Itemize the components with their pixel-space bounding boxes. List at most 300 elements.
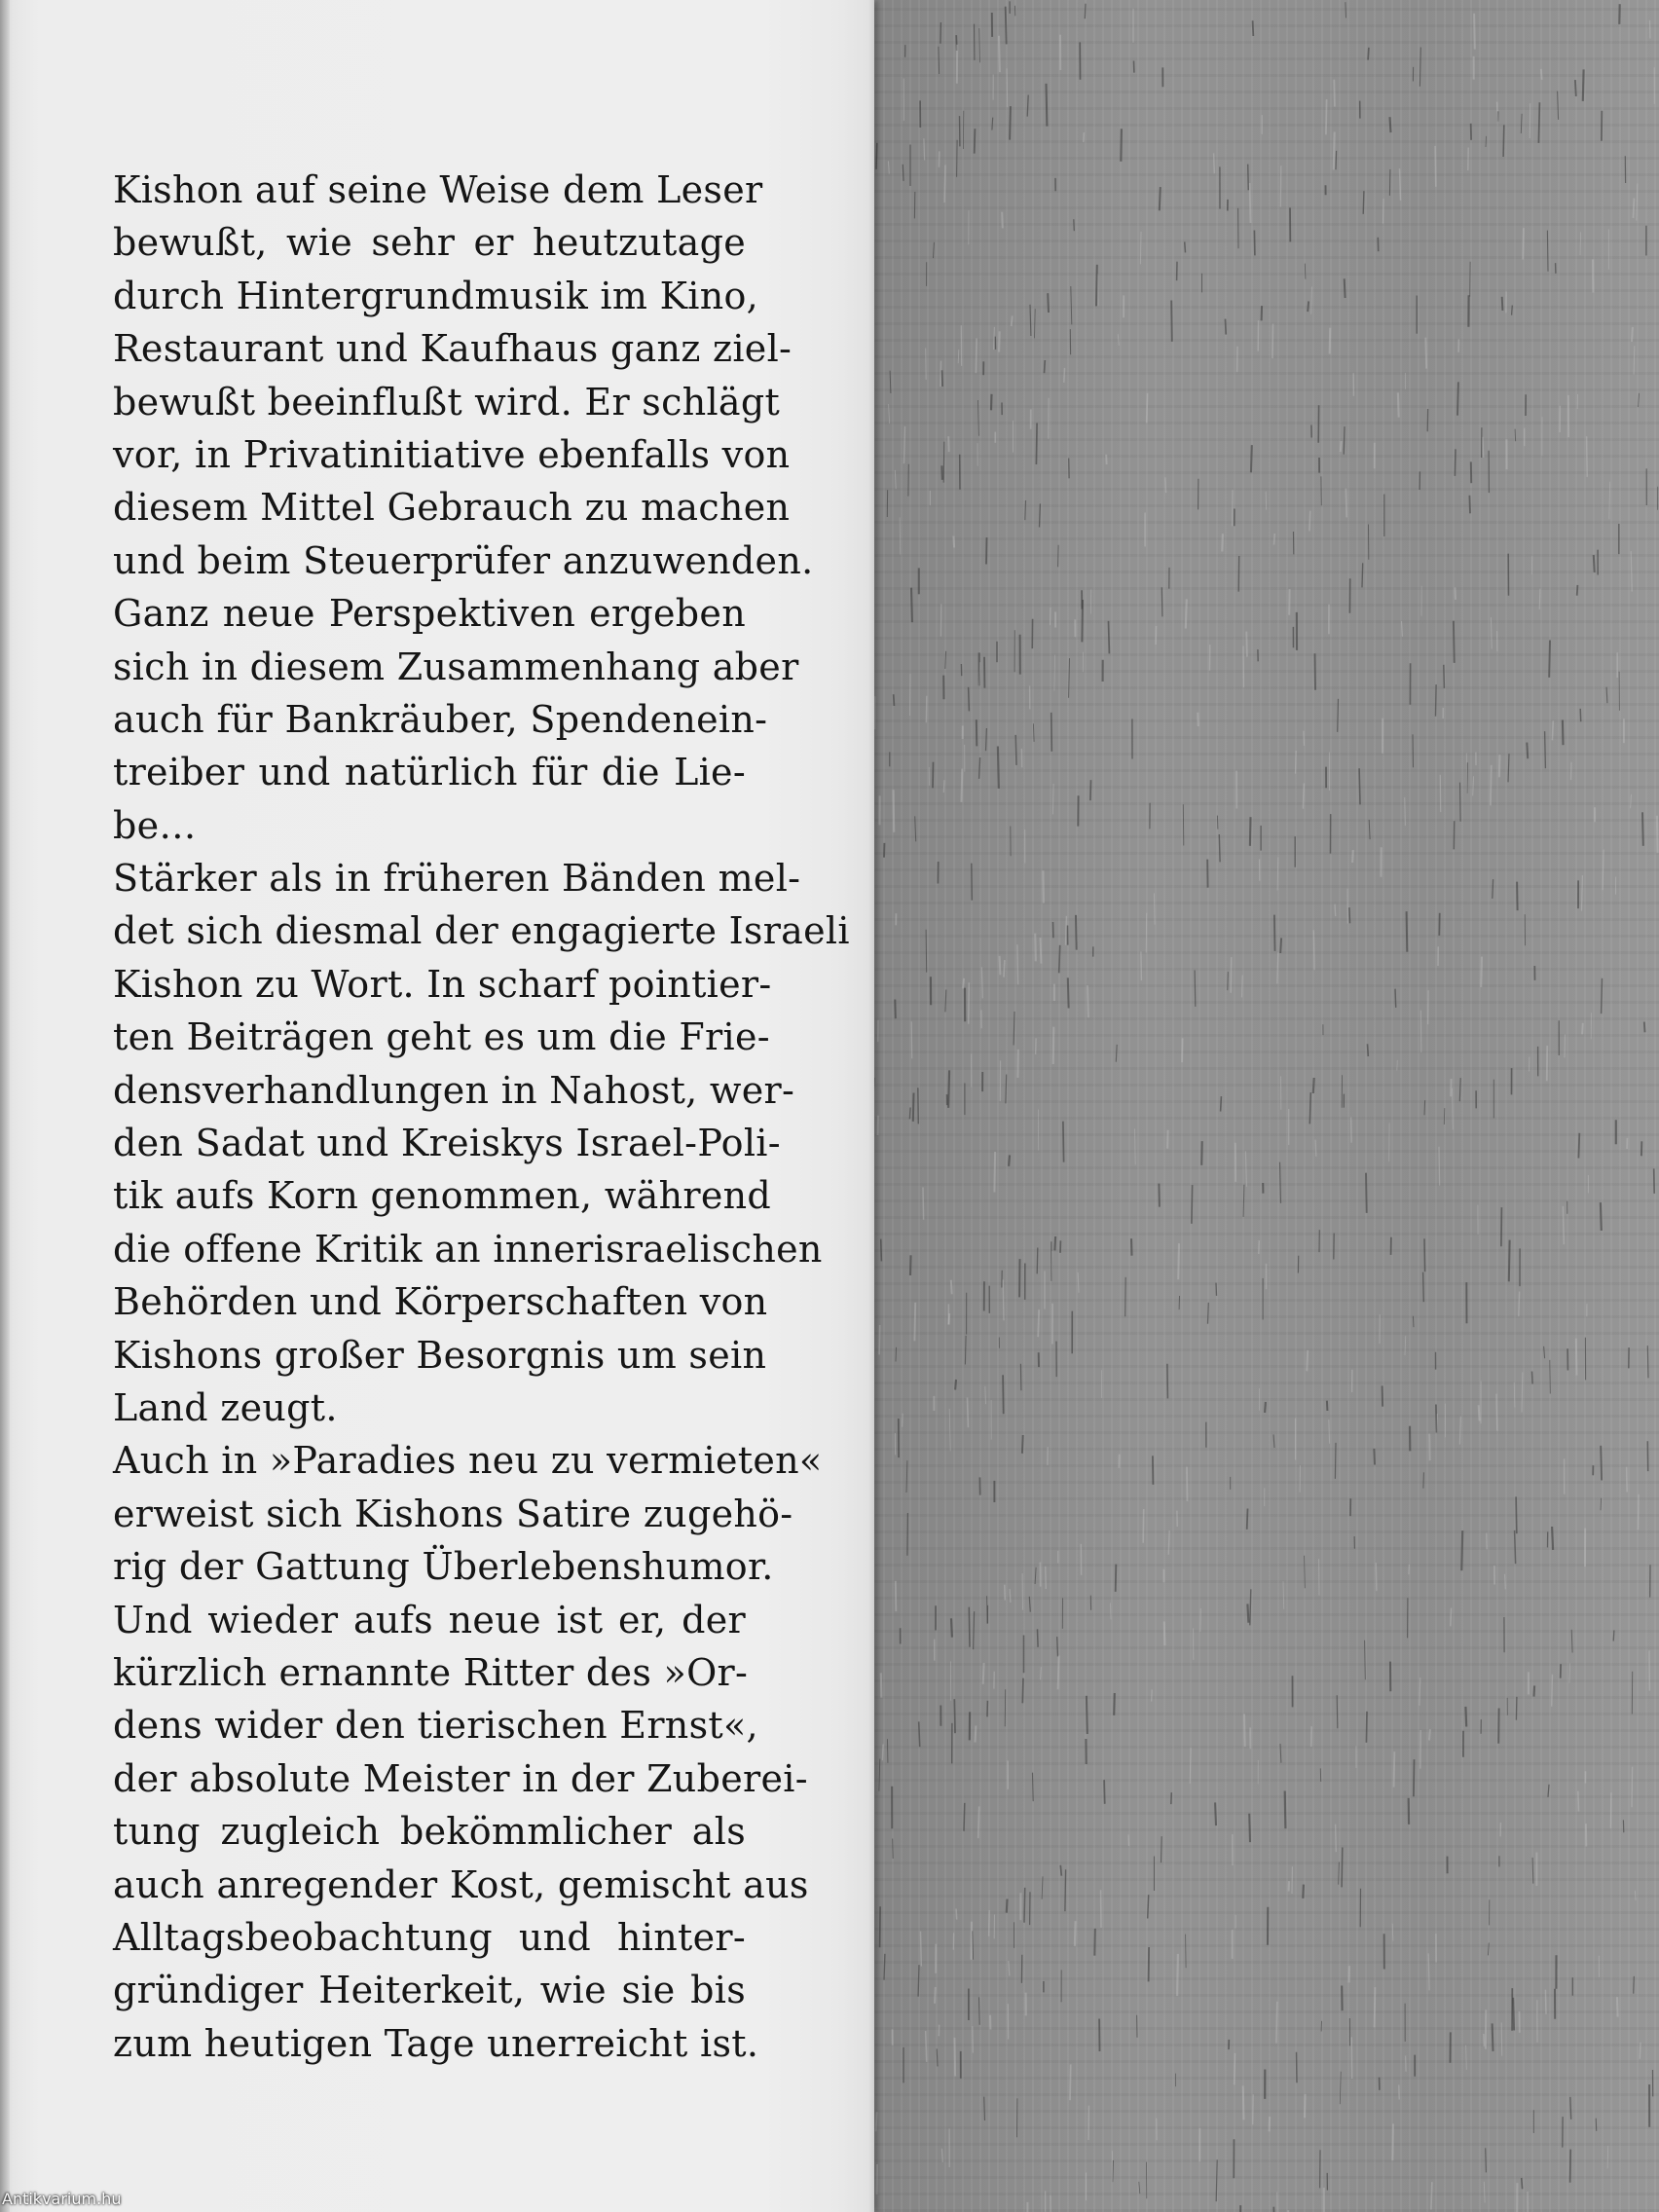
cover-fiber — [1548, 1785, 1549, 1797]
cover-fiber — [1057, 1637, 1058, 1656]
cover-fiber — [951, 1618, 952, 1637]
cover-fiber — [1558, 92, 1559, 120]
cover-fiber — [1000, 956, 1001, 976]
cover-fiber — [1365, 1641, 1366, 1680]
cover-fiber — [1552, 720, 1553, 740]
cover-fiber — [1484, 2034, 1485, 2046]
cover-fiber — [998, 747, 999, 789]
cover-fiber — [1580, 232, 1581, 255]
text-line: Land zeugt. — [113, 1385, 338, 1429]
cover-fiber — [1274, 534, 1275, 545]
cover-fiber — [1228, 972, 1229, 990]
cover-fiber — [889, 404, 890, 424]
cover-fiber — [919, 1721, 920, 1747]
cover-fiber — [1131, 1238, 1132, 1256]
cover-fiber — [1610, 1792, 1611, 1828]
cover-fiber — [900, 517, 901, 554]
cover-fiber — [1583, 69, 1584, 101]
cover-fiber — [1247, 1604, 1248, 1622]
cover-fiber — [1148, 1895, 1149, 1918]
cover-fiber — [1414, 1759, 1415, 1796]
cover-fiber — [1125, 1277, 1126, 1316]
cover-fiber — [1167, 1364, 1168, 1399]
cover-fiber — [1303, 784, 1304, 809]
cover-fiber — [1214, 153, 1215, 173]
cover-fiber — [1074, 219, 1075, 231]
cover-fiber — [1640, 2043, 1641, 2059]
cover-fiber — [968, 1398, 969, 1428]
cover-fiber — [1639, 1494, 1640, 1530]
cover-fiber — [1444, 665, 1445, 688]
cover-fiber — [1505, 1574, 1506, 1590]
cover-fiber — [1473, 776, 1474, 795]
cover-fiber — [1003, 1375, 1004, 1414]
cover-fiber — [1152, 1689, 1153, 1701]
cover-fiber — [1147, 393, 1148, 424]
cover-fiber — [1022, 1678, 1023, 1704]
cover-fiber — [991, 394, 992, 411]
text-line: auch anregender Kost, gemischt aus — [113, 1862, 809, 1906]
cover-fiber — [893, 1839, 894, 1860]
cover-fiber — [1190, 1748, 1191, 1784]
cover-fiber — [1058, 1656, 1059, 1690]
cover-fiber — [1186, 1935, 1187, 1969]
cover-fiber — [1423, 1472, 1424, 1488]
cover-fiber — [1053, 1027, 1054, 1064]
cover-fiber — [1413, 734, 1414, 767]
cover-fiber — [1359, 768, 1360, 804]
cover-fiber — [1154, 893, 1155, 924]
cover-fiber — [1161, 1836, 1162, 1862]
cover-fiber — [1259, 1240, 1260, 1254]
cover-fiber — [1010, 106, 1011, 140]
cover-fiber — [1541, 69, 1542, 80]
cover-fiber — [1309, 511, 1310, 532]
cover-fiber — [1048, 293, 1049, 313]
text-line: Alltagsbeobachtung und hinter- — [113, 1915, 746, 1959]
cover-fiber — [1436, 1405, 1437, 1433]
cover-fiber — [1587, 436, 1588, 477]
cover-fiber — [985, 1386, 986, 1404]
cover-fiber — [1273, 1434, 1274, 1448]
cover-fiber — [948, 436, 949, 452]
cover-fiber — [1501, 2022, 1502, 2055]
cover-fiber — [1007, 68, 1008, 107]
cover-fiber — [1405, 1336, 1406, 1355]
cover-fiber — [1004, 960, 1005, 977]
cover-fiber — [1334, 132, 1335, 170]
cover-fiber — [1038, 1629, 1039, 1647]
cover-fiber — [1280, 1744, 1281, 1763]
cover-fiber — [1515, 1530, 1516, 1564]
text-line: Und wieder aufs neue ist er, der — [113, 1598, 746, 1641]
cover-fiber — [1424, 1100, 1425, 1115]
cover-fiber — [949, 1409, 950, 1451]
cover-fiber — [876, 143, 877, 169]
cover-fiber — [1253, 20, 1254, 36]
cover-fiber — [1069, 658, 1070, 698]
cover-fiber — [1642, 812, 1643, 846]
cover-fiber — [1366, 1173, 1367, 1213]
cover-fiber — [1247, 1509, 1248, 1530]
cover-fiber — [1516, 1697, 1517, 1720]
cover-fiber — [1487, 1533, 1488, 1550]
cover-fiber — [1277, 858, 1278, 891]
cover-fiber — [926, 2031, 927, 2062]
cover-fiber — [1219, 834, 1220, 862]
cover-fiber — [906, 1460, 907, 1493]
cover-fiber — [1634, 1976, 1635, 1994]
cover-fiber — [1280, 938, 1281, 953]
cover-fiber — [1041, 938, 1042, 964]
cover-fiber — [1406, 2056, 1407, 2072]
cover-fiber — [1040, 503, 1041, 527]
cover-fiber — [999, 36, 1000, 72]
text-line: dens wider den tierischen Ernst«, — [113, 1704, 758, 1748]
cover-fiber — [1009, 1155, 1010, 1165]
cover-fiber — [1304, 731, 1305, 746]
cover-fiber — [1576, 1339, 1577, 1376]
cover-fiber — [1027, 95, 1028, 117]
cover-fiber — [1431, 2182, 1432, 2209]
cover-fiber — [1570, 2150, 1571, 2183]
cover-fiber — [994, 1152, 995, 1193]
cover-fiber — [963, 978, 964, 989]
cover-fiber — [1407, 911, 1408, 952]
cover-fiber — [979, 757, 980, 779]
cover-fiber — [1226, 319, 1227, 335]
cover-fiber — [1006, 1075, 1007, 1104]
cover-fiber — [1022, 1435, 1023, 1454]
cover-fiber — [1545, 1990, 1546, 2014]
cover-fiber — [1002, 212, 1003, 229]
cover-fiber — [1516, 1496, 1517, 1533]
cover-fiber — [1515, 429, 1516, 442]
cover-fiber — [978, 1806, 979, 1838]
cover-fiber — [1334, 80, 1335, 107]
cover-fiber — [888, 161, 889, 173]
blurb-text — [113, 164, 850, 2070]
cover-fiber — [951, 1280, 952, 1295]
cover-fiber — [1116, 1045, 1117, 1062]
cover-fiber — [1311, 1726, 1312, 1747]
text-line: Ganz neue Perspektiven ergeben — [113, 592, 746, 636]
cover-fiber — [1392, 1924, 1393, 1941]
cover-fiber — [1305, 2094, 1306, 2118]
cover-fiber — [918, 1965, 919, 1997]
cover-fiber — [1374, 1449, 1375, 1465]
text-line: densverhandlungen in Nahost, wer- — [113, 1068, 795, 1112]
cover-fiber — [1068, 977, 1069, 1008]
cover-fiber — [1327, 1401, 1328, 1411]
cover-fiber — [1483, 437, 1484, 458]
cover-fiber — [1413, 1316, 1414, 1327]
cover-fiber — [957, 140, 958, 177]
cover-fiber — [923, 1188, 924, 1220]
text-line: vor, in Privatinitiative ebenfalls von — [113, 432, 791, 476]
text-line: bewußt beeinflußt wird. Er schlägt — [113, 380, 781, 424]
cover-fiber — [933, 762, 934, 789]
cover-fiber — [1035, 1567, 1036, 1584]
cover-fiber — [881, 1673, 882, 1697]
cover-fiber — [1397, 1060, 1398, 1071]
cover-fiber — [956, 1909, 957, 1920]
cover-fiber — [1517, 882, 1518, 911]
cover-fiber — [1326, 99, 1327, 134]
cover-fiber — [1015, 735, 1016, 765]
cover-fiber — [1552, 1675, 1553, 1707]
cover-fiber — [913, 1093, 914, 1122]
cover-fiber — [1243, 1185, 1244, 1217]
cover-fiber — [1521, 114, 1522, 133]
cover-fiber — [1575, 80, 1576, 96]
cover-fiber — [1096, 265, 1097, 307]
cover-fiber — [1501, 1207, 1502, 1246]
cover-fiber — [926, 930, 927, 973]
cover-fiber — [1178, 1243, 1179, 1279]
text-line: den Sadat und Kreiskys Israel-Poli- — [113, 1122, 781, 1165]
cover-fiber — [1436, 684, 1437, 717]
cover-fiber — [924, 138, 925, 160]
cover-fiber — [1020, 1364, 1021, 1391]
cover-fiber — [1035, 934, 1036, 962]
cover-fiber — [1601, 1202, 1602, 1231]
cover-fiber — [1215, 1802, 1216, 1825]
text-line: rig der Gattung Überlebenshumor. — [113, 1545, 774, 1589]
cover-fiber — [937, 2048, 938, 2066]
text-line: sich in diesem Zusammenhang aber — [113, 645, 799, 688]
cover-fiber — [1280, 1162, 1281, 1203]
cover-fiber — [1244, 1714, 1245, 1747]
cover-fiber — [1345, 278, 1346, 298]
cover-fiber — [1064, 368, 1065, 383]
cover-fiber — [1340, 2072, 1341, 2104]
cover-fiber — [1402, 621, 1403, 637]
cover-fiber — [972, 864, 973, 901]
cover-fiber — [1182, 1038, 1183, 1062]
cover-fiber — [969, 687, 970, 712]
cover-fiber — [1187, 1467, 1188, 1501]
cover-fiber — [1565, 1034, 1566, 1057]
cover-fiber — [1006, 7, 1007, 45]
cover-fiber — [1059, 945, 1060, 974]
cover-fiber — [1459, 1078, 1460, 1101]
cover-fiber — [879, 1325, 880, 1354]
cover-fiber — [1335, 904, 1336, 916]
cover-fiber — [1336, 1825, 1337, 1853]
cover-fiber — [1246, 632, 1247, 657]
cover-fiber — [1383, 199, 1384, 224]
cover-fiber — [1109, 621, 1110, 654]
cover-fiber — [1335, 1443, 1336, 1479]
cover-fiber — [943, 442, 944, 483]
cover-fiber — [1051, 713, 1052, 752]
cover-fiber — [1030, 305, 1031, 336]
cover-fiber — [1409, 1565, 1410, 1574]
cover-fiber — [1265, 1402, 1266, 1413]
cover-fiber — [1171, 301, 1172, 342]
cover-fiber — [1486, 2148, 1487, 2172]
cover-fiber — [1216, 1283, 1217, 1296]
cover-fiber — [1007, 1899, 1008, 1913]
cover-fiber — [1337, 1695, 1338, 1728]
cover-fiber — [1270, 2117, 1271, 2131]
cover-fiber — [1647, 1346, 1648, 1378]
cover-fiber — [1451, 1608, 1452, 1627]
cover-fiber — [1444, 1108, 1445, 1124]
cover-fiber — [1305, 1556, 1306, 1589]
cover-fiber — [1135, 1128, 1136, 1164]
cover-fiber — [1368, 48, 1369, 60]
cover-fiber — [1054, 655, 1055, 691]
cover-fiber — [1038, 1309, 1039, 1337]
cover-fiber — [943, 780, 944, 793]
cover-fiber — [940, 22, 941, 44]
cover-fiber — [1036, 1038, 1037, 1054]
text-line: Stärker als in früheren Bänden mel- — [113, 857, 801, 901]
cover-fiber — [1296, 751, 1297, 774]
cover-fiber — [1012, 315, 1013, 326]
cover-fiber — [1469, 496, 1470, 514]
cover-fiber — [1457, 382, 1458, 415]
cover-fiber — [910, 1255, 911, 1275]
cover-fiber — [894, 790, 895, 832]
cover-fiber — [880, 1906, 881, 1947]
cover-fiber — [1036, 424, 1037, 465]
text-line: Behörden und Körperschaften von — [113, 1280, 768, 1324]
cover-fiber — [1160, 187, 1161, 210]
cover-fiber — [1503, 125, 1504, 157]
text-line: gründiger Heiterkeit, wie sie bis — [113, 1969, 746, 2012]
cover-fiber — [984, 2097, 985, 2120]
cover-fiber — [1538, 102, 1539, 143]
cover-fiber — [1183, 804, 1184, 845]
text-line: treiber und natürlich für die Lie- — [113, 751, 746, 794]
cover-fiber — [1250, 183, 1251, 223]
cover-fiber — [976, 339, 977, 374]
cover-fiber — [879, 1759, 880, 1791]
cover-fiber — [1496, 1394, 1497, 1431]
cover-fiber — [1116, 1565, 1117, 1592]
cover-fiber — [1329, 1419, 1330, 1444]
cover-fiber — [1272, 324, 1273, 359]
cover-fiber — [1654, 1168, 1655, 1194]
cover-fiber — [1167, 1130, 1168, 1149]
cover-fiber — [1601, 1446, 1602, 1481]
text-line: Auch in »Paradies neu zu vermieten« — [113, 1439, 823, 1483]
cover-fiber — [1025, 500, 1026, 520]
cover-fiber — [1425, 338, 1426, 369]
cover-fiber — [1508, 754, 1509, 782]
cover-fiber — [1342, 1848, 1343, 1888]
cover-fiber — [1527, 743, 1528, 759]
cover-fiber — [1216, 2159, 1217, 2201]
cover-fiber — [1545, 731, 1546, 768]
cover-fiber — [1243, 646, 1244, 687]
cover-fiber — [976, 1726, 977, 1743]
cover-fiber — [1330, 328, 1331, 354]
cover-fiber — [1341, 441, 1342, 452]
text-line: zum heutigen Tage unerreicht ist. — [113, 2021, 759, 2065]
cover-fiber — [1582, 1023, 1583, 1035]
cover-fiber — [926, 349, 927, 380]
cover-fiber — [986, 728, 987, 751]
cover-fiber — [1631, 794, 1632, 808]
cover-fiber — [1523, 228, 1524, 259]
cover-fiber — [1090, 780, 1091, 800]
cover-fiber — [1297, 2052, 1298, 2083]
cover-fiber — [1249, 1814, 1250, 1842]
cover-fiber — [1532, 1858, 1533, 1884]
cover-fiber — [1405, 797, 1406, 826]
cover-fiber — [955, 2038, 956, 2077]
cover-fiber — [1578, 1133, 1579, 1159]
cover-fiber — [1104, 1780, 1105, 1804]
cover-fiber — [1066, 916, 1067, 945]
cover-fiber — [1046, 1567, 1047, 1589]
cover-fiber — [964, 1803, 965, 1831]
cover-fiber — [954, 1699, 955, 1733]
cover-fiber — [973, 2026, 974, 2052]
cover-fiber — [894, 694, 895, 706]
cover-fiber — [1029, 1597, 1030, 1612]
cover-fiber — [1455, 449, 1456, 476]
cover-fiber — [962, 769, 963, 802]
cover-fiber — [918, 1088, 919, 1124]
cover-fiber — [1466, 2046, 1467, 2070]
cover-fiber — [1428, 1953, 1429, 1990]
cover-fiber — [1311, 286, 1312, 313]
cover-fiber — [1394, 1751, 1395, 1787]
cover-fiber — [1277, 2193, 1278, 2212]
cover-fiber — [1065, 1869, 1066, 1911]
text-line: kürzlich ernannte Ritter des »Or- — [113, 1650, 749, 1694]
cover-fiber — [1363, 191, 1364, 214]
cover-fiber — [1307, 1350, 1308, 1372]
cover-fiber — [939, 47, 940, 74]
cover-fiber — [979, 1997, 980, 2025]
cover-fiber — [1479, 1405, 1480, 1420]
text-line: det sich diesmal der engagierte Israeli — [113, 909, 850, 953]
cover-fiber — [1076, 915, 1077, 950]
cover-fiber — [1201, 1141, 1202, 1165]
cover-fiber — [1534, 1685, 1535, 1696]
cover-fiber — [1596, 2119, 1597, 2131]
cover-fiber — [1273, 2207, 1274, 2212]
cover-fiber — [1315, 1140, 1316, 1157]
cover-fiber — [1569, 1663, 1570, 1682]
cover-fiber — [1094, 1929, 1095, 1956]
cover-fiber — [1375, 1987, 1376, 2027]
text-line: diesem Mittel Gebrauch zu machen — [113, 486, 791, 530]
cover-fiber — [1009, 1961, 1010, 1976]
text-line: auch für Bankräuber, Spendenein- — [113, 697, 768, 741]
cover-fiber — [1389, 169, 1390, 196]
cover-fiber — [1141, 951, 1142, 980]
cover-fiber — [953, 536, 954, 548]
cover-fiber — [1041, 1667, 1042, 1679]
cover-fiber — [1606, 687, 1607, 704]
cover-fiber — [877, 2164, 878, 2194]
text-line: erweist sich Kishons Satire zugehö- — [113, 1492, 793, 1535]
cover-fiber — [896, 1347, 897, 1362]
cover-fiber — [1033, 1773, 1034, 1801]
cover-fiber — [941, 465, 942, 480]
cover-fiber — [975, 129, 976, 153]
cover-fiber — [1280, 166, 1281, 206]
cover-fiber — [1195, 971, 1196, 1007]
cover-fiber — [1419, 48, 1420, 87]
